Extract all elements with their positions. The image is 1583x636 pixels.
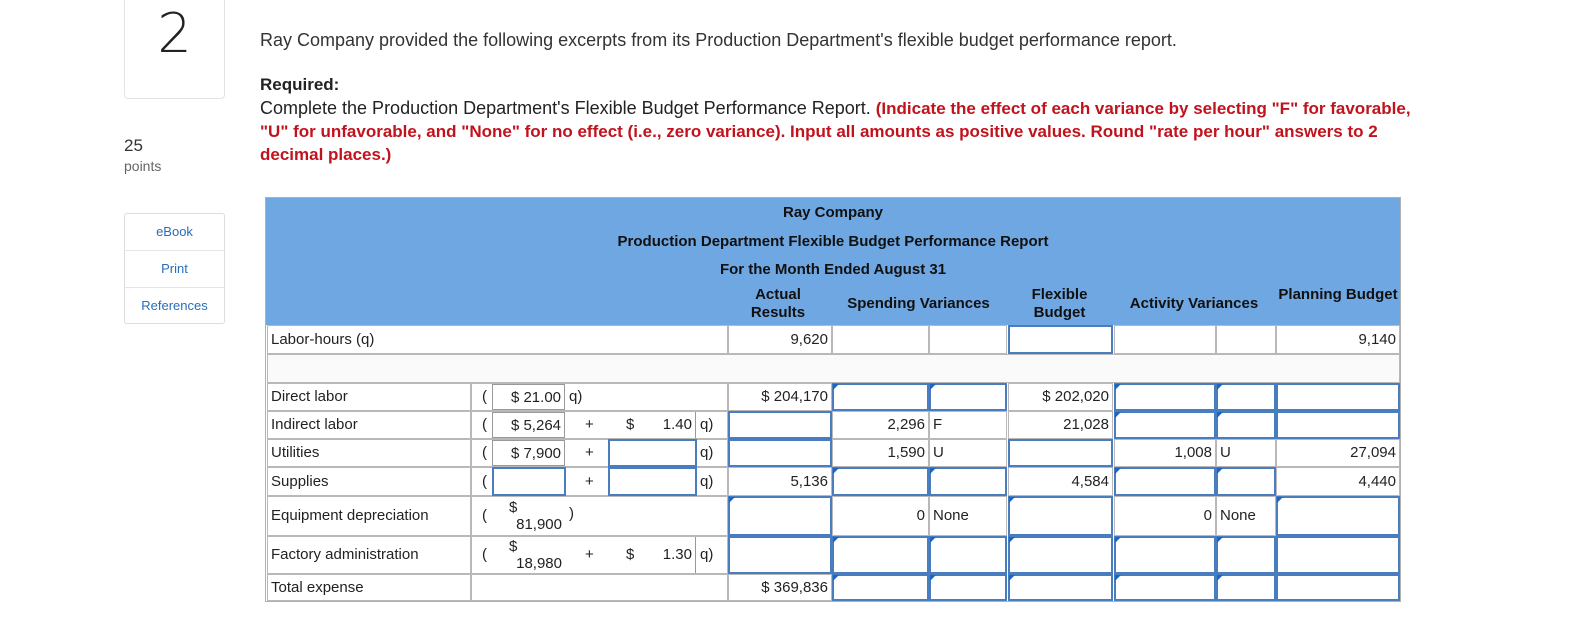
open-paren: ( [482, 416, 487, 433]
close-q: q) [700, 416, 714, 433]
open-paren: ( [482, 388, 487, 405]
factory-admin-spending-effect-dropdown-marker [930, 537, 936, 543]
ebook-link[interactable]: eBook [125, 214, 224, 251]
equipment-activity-effect-cell [1216, 496, 1276, 536]
supplies-actual: 5,136 [790, 473, 828, 490]
utilities-spending-effect: U [933, 444, 944, 461]
performance-report [265, 197, 1401, 602]
equipment-flexible-dropdown-marker [1009, 497, 1015, 503]
factory-admin-rate-sym: $ [626, 546, 635, 563]
total-formula-blank [471, 574, 728, 601]
supplies-rate-input[interactable] [608, 467, 697, 496]
total-label-cell [267, 574, 471, 601]
utilities-activity-amount: 1,008 [1174, 444, 1212, 461]
points-value: 25 [124, 136, 143, 155]
open-paren: ( [482, 507, 487, 524]
supplies-spending-effect-select[interactable] [929, 467, 1007, 496]
total-activity-amount-dropdown-marker [1115, 575, 1121, 581]
indirect-labor-activity-amount-input[interactable] [1114, 411, 1216, 439]
total-flexible-dropdown-marker [1009, 575, 1015, 581]
labor-hours-spend-blank [832, 325, 929, 354]
supplies-spending-amount-dropdown-marker [833, 468, 839, 474]
references-link[interactable]: References [141, 298, 208, 313]
direct-labor-formula-cell [471, 383, 728, 411]
total-activity-amount-input[interactable] [1114, 574, 1216, 601]
direct-labor-flexible: $ 202,020 [1042, 388, 1109, 405]
utilities-planning: 27,094 [1350, 444, 1396, 461]
close-q: q) [700, 473, 714, 490]
equipment-formula-cell [471, 496, 728, 536]
total-spending-amount-input[interactable] [832, 574, 929, 601]
labor-hours-actual-cell [728, 325, 832, 354]
supplies-spending-amount-input[interactable] [832, 467, 929, 496]
utilities-flexible-input[interactable] [1008, 439, 1113, 467]
utilities-activity-amount-cell [1114, 439, 1216, 467]
supplies-activity-effect-select[interactable] [1216, 467, 1276, 496]
required-task: Complete the Production Department's Flexible Budget Performance Report. [260, 98, 871, 118]
equipment-planning-input[interactable] [1276, 496, 1400, 536]
indirect-labor-fixed: $ 5,264 [492, 412, 565, 438]
report-company: Ray Company [782, 204, 884, 221]
direct-labor-spending-effect-select[interactable] [929, 383, 1007, 411]
utilities-spending-amount: 1,590 [887, 444, 925, 461]
total-activity-effect-select[interactable] [1216, 574, 1276, 601]
plus-sign: + [585, 546, 594, 563]
equipment-activity-amount: 0 [1203, 507, 1212, 524]
direct-labor-spending-effect-dropdown-marker [930, 384, 936, 390]
factory-admin-planning-input[interactable] [1276, 536, 1400, 574]
utilities-actual-input[interactable] [728, 439, 832, 467]
open-paren: ( [482, 444, 487, 461]
factory-admin-spending-amount-input[interactable] [832, 536, 929, 574]
question-intro: Ray Company provided the following excerpts from its Production Department's flexible budget performance report. [260, 30, 1177, 50]
direct-labor-activity-amount-input[interactable] [1114, 383, 1216, 411]
indirect-labor-label-cell [267, 411, 471, 439]
indirect-labor-actual-input[interactable] [728, 411, 832, 439]
equipment-label-cell [267, 496, 471, 536]
direct-labor-actual-cell [728, 383, 832, 411]
resource-links [124, 213, 225, 324]
required-heading: Required: [260, 75, 340, 94]
plus-sign: + [585, 444, 594, 461]
indirect-labor-planning-input[interactable] [1276, 411, 1400, 439]
col-activity-variances: Activity Variances [1129, 295, 1259, 312]
supplies-label: Supplies [271, 473, 329, 490]
factory-admin-fixed: 18,980 [516, 555, 562, 572]
col-spending-variances: Spending Variances [847, 295, 990, 312]
total-actual: $ 369,836 [761, 579, 828, 596]
total-spending-effect-select[interactable] [929, 574, 1007, 601]
indirect-labor-flexible: 21,028 [1063, 416, 1109, 433]
close-paren: ) [569, 505, 574, 522]
equipment-flexible-input[interactable] [1008, 496, 1113, 536]
equipment-actual-dropdown-marker [729, 497, 735, 503]
factory-admin-formula-cell [471, 536, 728, 574]
utilities-rate-input[interactable] [608, 439, 697, 467]
plus-sign: + [585, 473, 594, 490]
labor-hours-label: Labor-hours (q) [271, 331, 375, 348]
factory-admin-activity-effect-dropdown-marker [1217, 537, 1223, 543]
close-q: q) [700, 546, 714, 563]
equipment-spending-amount: 0 [916, 507, 925, 524]
direct-labor-spending-amount-input[interactable] [832, 383, 929, 411]
factory-admin-activity-effect-select[interactable] [1216, 536, 1276, 574]
labor-hours-planning-cell [1276, 325, 1400, 354]
labor-hours-spend-blank2 [929, 325, 1007, 354]
indirect-labor-spending-amount-cell [832, 411, 929, 439]
factory-admin-rate: 1.30 [652, 537, 696, 573]
utilities-spending-effect-cell [929, 439, 1007, 467]
factory-admin-label-cell [267, 536, 471, 574]
equipment-fixed-sym: $ [509, 499, 518, 516]
open-paren: ( [482, 473, 487, 490]
indirect-labor-activity-effect-dropdown-marker [1217, 412, 1223, 418]
utilities-spending-amount-cell [832, 439, 929, 467]
utilities-fixed: $ 7,900 [492, 440, 565, 466]
total-spending-amount-dropdown-marker [833, 575, 839, 581]
spacer-row [267, 354, 1400, 383]
equipment-spending-amount-cell [832, 496, 929, 536]
supplies-activity-effect-dropdown-marker [1217, 468, 1223, 474]
supplies-flexible-cell [1008, 467, 1113, 496]
supplies-formula-cell [471, 467, 728, 496]
required-instruction: (Indicate the effect of each variance by selecting "F" for favorable, "U" for unfavorable, and "None" for no effect (i.e., zero variance). Input all amounts as positive values. Round "rate per hour" answers to 2 decimal places.) [260, 99, 1411, 164]
supplies-activity-amount-input[interactable] [1114, 467, 1216, 496]
open-paren: ( [482, 546, 487, 563]
supplies-planning-cell [1276, 467, 1400, 496]
indirect-labor-flexible-cell [1008, 411, 1113, 439]
supplies-spending-effect-dropdown-marker [930, 468, 936, 474]
indirect-labor-spending-amount: 2,296 [887, 416, 925, 433]
factory-admin-activity-amount-input[interactable] [1114, 536, 1216, 574]
col-flexible-budget: Flexible Budget [1031, 286, 1088, 321]
factory-admin-spending-amount-dropdown-marker [833, 537, 839, 543]
indirect-labor-activity-effect-select[interactable] [1216, 411, 1276, 439]
factory-admin-spending-effect-select[interactable] [929, 536, 1007, 574]
labor-hours-label-cell [267, 325, 728, 354]
equipment-spending-effect: None [933, 507, 969, 524]
factory-admin-flexible-input[interactable] [1008, 536, 1113, 574]
utilities-formula-cell [471, 439, 728, 467]
total-activity-effect-dropdown-marker [1217, 575, 1223, 581]
equipment-activity-amount-cell [1114, 496, 1216, 536]
indirect-labor-rate-sym: $ [626, 416, 635, 433]
supplies-planning: 4,440 [1358, 473, 1396, 490]
equipment-planning-dropdown-marker [1277, 497, 1283, 503]
direct-labor-actual: $ 204,170 [761, 388, 828, 405]
direct-labor-planning-input[interactable] [1276, 383, 1400, 411]
total-spending-effect-dropdown-marker [930, 575, 936, 581]
labor-hours-flexible-input[interactable] [1008, 325, 1113, 354]
close-q: q) [700, 444, 714, 461]
col-actual-results: Actual Results [750, 286, 806, 321]
total-label: Total expense [271, 579, 364, 596]
equipment-activity-effect: None [1220, 507, 1256, 524]
supplies-activity-amount-dropdown-marker [1115, 468, 1121, 474]
direct-labor-activity-effect-dropdown-marker [1217, 384, 1223, 390]
indirect-labor-activity-amount-dropdown-marker [1115, 412, 1121, 418]
factory-admin-label: Factory administration [271, 546, 419, 563]
equipment-spending-effect-cell [929, 496, 1007, 536]
labor-hours-actual: 9,620 [790, 331, 828, 348]
direct-labor-activity-amount-dropdown-marker [1115, 384, 1121, 390]
equipment-label: Equipment depreciation [271, 507, 429, 524]
indirect-labor-formula-cell [471, 411, 728, 439]
utilities-activity-effect-cell [1216, 439, 1276, 467]
labor-hours-planning: 9,140 [1358, 331, 1396, 348]
factory-admin-activity-amount-dropdown-marker [1115, 537, 1121, 543]
equipment-fixed: 81,900 [516, 516, 562, 533]
factory-admin-actual-input[interactable] [728, 536, 832, 574]
indirect-labor-label: Indirect labor [271, 416, 358, 433]
utilities-planning-cell [1276, 439, 1400, 467]
factory-admin-flexible-dropdown-marker [1009, 537, 1015, 543]
print-link[interactable]: Print [125, 251, 224, 288]
total-flexible-input[interactable] [1008, 574, 1113, 601]
total-actual-cell [728, 574, 832, 601]
total-planning-input[interactable] [1276, 574, 1400, 601]
direct-labor-activity-effect-select[interactable] [1216, 383, 1276, 411]
indirect-labor-rate: 1.40 [652, 412, 696, 438]
labor-hours-activity-blank2 [1216, 325, 1276, 354]
direct-labor-flexible-cell [1008, 383, 1113, 411]
indirect-labor-spending-effect-cell [929, 411, 1007, 439]
question-number: 2 [157, 2, 192, 65]
direct-labor-label-cell [267, 383, 471, 411]
report-title: Production Department Flexible Budget Performance Report [617, 233, 1049, 250]
factory-admin-fixed-sym: $ [509, 538, 518, 555]
report-period: For the Month Ended August 31 [719, 261, 947, 278]
utilities-label: Utilities [271, 444, 320, 461]
supplies-fixed-input[interactable] [492, 467, 566, 496]
supplies-flexible: 4,584 [1071, 473, 1109, 490]
utilities-activity-effect: U [1220, 444, 1231, 461]
close-q: q) [569, 388, 583, 405]
points-label: points [124, 158, 162, 174]
required-text [260, 97, 1440, 166]
direct-labor-spending-amount-dropdown-marker [833, 384, 839, 390]
equipment-actual-input[interactable] [728, 496, 832, 536]
labor-hours-activity-blank [1114, 325, 1216, 354]
supplies-label-cell [267, 467, 471, 496]
supplies-actual-cell [728, 467, 832, 496]
utilities-label-cell [267, 439, 471, 467]
plus-sign: + [585, 416, 594, 433]
direct-labor-label: Direct labor [271, 388, 348, 405]
col-planning-budget: Planning Budget [1278, 286, 1398, 303]
direct-labor-rate: $ 21.00 [492, 384, 565, 410]
question-number-box [124, 0, 225, 99]
indirect-labor-spending-effect: F [933, 416, 943, 433]
